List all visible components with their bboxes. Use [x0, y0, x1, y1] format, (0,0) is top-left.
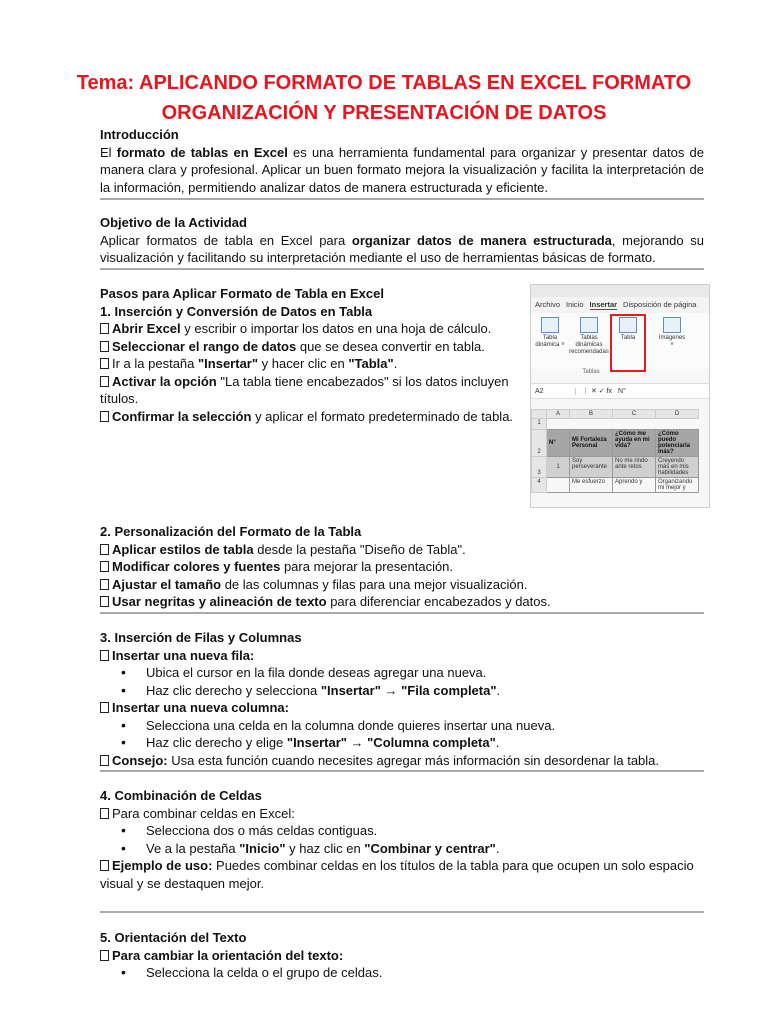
orientation-title: [100, 947, 704, 965]
step-text: "La tabla tiene encabezados" si los datos incluyen títulos.: [100, 373, 509, 406]
insert-row-title: [100, 647, 704, 665]
section-4-intro-text: Para combinar celdas en Excel:: [112, 805, 295, 821]
column-header[interactable]: C: [613, 410, 656, 419]
section-3: [100, 629, 704, 769]
list-text-post: .: [496, 682, 501, 698]
item-text: para diferenciar encabezados y datos.: [326, 594, 551, 609]
list-text-post: .: [495, 735, 500, 750]
list-text: Haz clic derecho y elige: [146, 735, 287, 750]
recommended-pivot-button[interactable]: [569, 317, 609, 369]
objective-paragraph: [100, 232, 704, 267]
step-text: que se desea convertir en tabla.: [296, 338, 485, 354]
checkbox-icon: [100, 860, 109, 871]
column-header-row: [532, 410, 699, 419]
insert-column-title: [100, 699, 704, 717]
orientation-list: [100, 964, 704, 982]
excel-data-row: [532, 478, 699, 493]
row-number[interactable]: 4: [532, 478, 547, 493]
divider-3: [100, 612, 704, 614]
recommended-pivot-icon: [580, 317, 598, 333]
insert-column-title-text: Insertar una nueva columna:: [112, 700, 289, 715]
table-cell[interactable]: [547, 478, 570, 493]
excel-grid: [531, 409, 699, 493]
insert-column-list: [100, 717, 704, 752]
list-item: • Ubica el cursor en la fila donde deseas agregar una nueva.: [100, 664, 704, 682]
step-item: [100, 408, 515, 426]
row-number[interactable]: 1: [532, 419, 547, 430]
table-cell[interactable]: Organizando mi mejor y: [656, 478, 699, 493]
empty-row[interactable]: [547, 419, 699, 430]
section-4-intro: [100, 805, 704, 823]
column-header[interactable]: B: [570, 410, 613, 419]
excel-ribbon-tabs: [531, 297, 709, 313]
image-icon: [663, 317, 681, 333]
step-text: y escribir o importar los datos en una hoja de cálculo.: [180, 321, 492, 336]
table-cell[interactable]: Me esfuerzo: [570, 478, 613, 493]
intro-text-2: es una herramienta fundamental para organizar y presentar datos de manera clara y profesional. Aplicar un buen formato mejora la visualización y facilita la interpretación de la información, permitiendo analizar datos de manera estructurada y eficiente.: [100, 144, 705, 195]
corner-cell[interactable]: [532, 410, 547, 419]
tip-line: [100, 752, 704, 770]
checkbox-icon: [100, 544, 109, 555]
images-button[interactable]: [657, 317, 687, 369]
formula-bar: [531, 383, 709, 399]
objective-text-1: Aplicar formatos de tabla en Excel para: [100, 232, 352, 248]
checkbox-icon: [100, 596, 109, 607]
images-label: Imágenes ˅: [658, 335, 686, 348]
list-bold-2: "Combinar y centrar": [364, 840, 496, 856]
step-item: [100, 338, 515, 356]
list-text: Ve a la pestaña: [146, 840, 240, 856]
list-bold: "Insertar" → "Columna completa": [286, 735, 496, 750]
recommended-pivot-label: Tablas dinámicas recomendadas: [569, 335, 609, 355]
step-item: [100, 320, 515, 338]
excel-titlebar: [531, 285, 709, 297]
checkbox-icon: [100, 650, 109, 661]
section-4-heading: 4. Combinación de Celdas: [100, 788, 262, 803]
formula-input[interactable]: N°: [618, 387, 626, 395]
intro-text-1: El: [100, 144, 117, 160]
tip-bold: Consejo:: [112, 752, 168, 768]
step-text: y hacer clic en: [258, 356, 349, 371]
list-text: Haz clic derecho y selecciona: [146, 682, 321, 698]
intro-heading: Introducción: [100, 127, 179, 142]
section-2-heading: 2. Personalización del Formato de la Tabla: [100, 524, 362, 539]
list-text-mid: y haz clic en: [285, 840, 365, 856]
orientation-title-text: Para cambiar la orientación del texto:: [112, 947, 344, 963]
column-header[interactable]: D: [656, 410, 699, 419]
checkbox-icon: [100, 341, 109, 352]
objective-heading: Objetivo de la Actividad: [100, 215, 247, 230]
excel-header-row: [532, 430, 699, 457]
table-button[interactable]: [613, 317, 643, 369]
checkbox-icon: [100, 808, 109, 819]
list-item: • Selecciona dos o más celdas contiguas.: [100, 822, 704, 840]
table-icon: [619, 317, 637, 333]
table-cell[interactable]: 1: [547, 457, 570, 478]
list-bold: "Inicio": [239, 840, 286, 856]
item-text: para mejorar la presentación.: [280, 559, 454, 574]
divider-2: [100, 268, 704, 270]
step-bold: Seleccionar el rango de datos: [112, 338, 297, 354]
excel-tab-archivo[interactable]: Archivo: [535, 300, 561, 309]
insert-row-title-text: Insertar una nueva fila:: [112, 647, 255, 663]
pivot-table-button[interactable]: [535, 317, 565, 369]
table-cell[interactable]: Soy perseverante: [570, 457, 613, 478]
row-number[interactable]: 3: [532, 457, 547, 478]
steps-section: [100, 285, 515, 425]
list-item: [100, 734, 704, 752]
excel-ribbon: [531, 313, 709, 369]
table-cell[interactable]: Creyendo más en mis habilidades: [656, 457, 699, 478]
step-bold: Abrir Excel: [112, 321, 181, 336]
checkbox-icon: [100, 579, 109, 590]
table-cell[interactable]: ¿Cómo me ayuda en mi vida?: [613, 430, 656, 457]
table-label: Tabla: [620, 335, 636, 341]
table-cell[interactable]: Mi Fortaleza Personal: [570, 430, 613, 457]
item-bold: Usar negritas y alineación de texto: [112, 594, 327, 609]
checkbox-icon: [100, 376, 109, 387]
objective-section: [100, 214, 704, 267]
insert-row-list: [100, 664, 704, 699]
step-bold-2: "Tabla": [348, 356, 394, 371]
table-cell[interactable]: No me rindo ante retos: [613, 457, 656, 478]
column-header[interactable]: A: [547, 410, 570, 419]
intro-paragraph: [100, 144, 704, 197]
divider-5: [100, 911, 704, 913]
step-bold: Confirmar la selección: [112, 408, 252, 424]
intro-bold: formato de tablas en Excel: [116, 144, 288, 160]
list-text-post: .: [495, 840, 500, 856]
excel-tab-insertar[interactable]: Insertar: [589, 300, 618, 309]
excel-data-row: [532, 457, 699, 478]
section-2-item: [100, 558, 704, 576]
table-cell[interactable]: N°: [547, 430, 570, 457]
pivot-table-label: Tabla dinámica ˅: [535, 335, 565, 348]
objective-bold: organizar datos de manera estructurada: [351, 232, 612, 248]
checkbox-icon: [100, 755, 109, 766]
table-cell[interactable]: ¿Cómo puedo potenciarla más?: [656, 430, 699, 457]
section-4: [100, 787, 704, 892]
excel-tab-inicio[interactable]: Inicio: [566, 300, 584, 309]
item-bold: Aplicar estilos de tabla: [112, 541, 254, 557]
list-item: [100, 682, 704, 700]
steps-heading: Pasos para Aplicar Formato de Tabla en Excel: [100, 286, 384, 301]
step-bold: "Insertar": [198, 356, 259, 371]
excel-group-label: Tablas: [582, 369, 600, 375]
checkbox-icon: [100, 411, 109, 422]
tip-text: Usa esta función cuando necesites agregar más información sin desordenar la tabla.: [167, 752, 660, 768]
pivot-table-icon: [541, 317, 559, 333]
name-box[interactable]: A2: [535, 388, 576, 395]
item-bold: Modificar colores y fuentes: [112, 559, 281, 574]
section-5: [100, 929, 704, 982]
objective-text-2: , mejorando su visualización y facilitando su interpretación mediante el uso de herramientas básicas de formato.: [100, 232, 704, 265]
excel-screenshot: [530, 284, 710, 508]
item-bold: Ajustar el tamaño: [112, 576, 222, 592]
excel-row: [532, 419, 699, 430]
step-bold: Activar la opción: [112, 373, 217, 389]
steps-subheading: 1. Inserción y Conversión de Datos en Tabla: [100, 303, 373, 319]
formula-icons: ⋮ ✕ ✓ fx: [582, 388, 613, 395]
step-text-pre: Ir a la pestaña: [112, 356, 198, 371]
row-number[interactable]: 2: [532, 430, 547, 457]
section-2-item: [100, 593, 704, 611]
step-text: y aplicar el formato predeterminado de tabla.: [251, 408, 514, 424]
step-text-2: .: [393, 356, 398, 371]
example-text: Puedes combinar celdas en los títulos de la tabla para que ocupen un solo espacio visual y se destaquen mejor.: [100, 858, 694, 891]
step-item: [100, 355, 515, 373]
table-cell[interactable]: Aprendo y: [613, 478, 656, 493]
intro-section: [100, 126, 704, 196]
example-line: [100, 857, 704, 892]
example-bold: Ejemplo de uso:: [112, 858, 213, 873]
section-2-item: [100, 541, 704, 559]
divider-4: [100, 770, 704, 772]
checkbox-icon: [100, 323, 109, 334]
section-3-heading: 3. Inserción de Filas y Columnas: [100, 630, 302, 645]
document-title: Tema: APLICANDO FORMATO DE TABLAS EN EXCEL FORMATO ORGANIZACIÓN Y PRESENTACIÓN DE DATOS: [76, 72, 692, 124]
section-2-item: [100, 576, 704, 594]
item-text: desde la pestaña "Diseño de Tabla".: [253, 541, 466, 557]
list-bold: "Insertar" → "Fila completa": [320, 682, 497, 698]
divider-1: [100, 198, 704, 200]
section-5-heading: 5. Orientación del Texto: [100, 930, 247, 945]
excel-tab-disposicion[interactable]: Disposición de página: [623, 300, 697, 309]
item-text: de las columnas y filas para una mejor visualización.: [221, 576, 528, 592]
step-item: [100, 373, 515, 408]
section-2: [100, 523, 704, 611]
checkbox-icon: [100, 702, 109, 713]
checkbox-icon: [100, 358, 109, 369]
list-item: [100, 840, 704, 858]
list-item: • Selecciona una celda en la columna donde quieres insertar una nueva.: [100, 717, 704, 735]
list-item: • Selecciona la celda o el grupo de celdas.: [100, 964, 704, 982]
merge-list: [100, 822, 704, 857]
checkbox-icon: [100, 950, 109, 961]
checkbox-icon: [100, 561, 109, 572]
